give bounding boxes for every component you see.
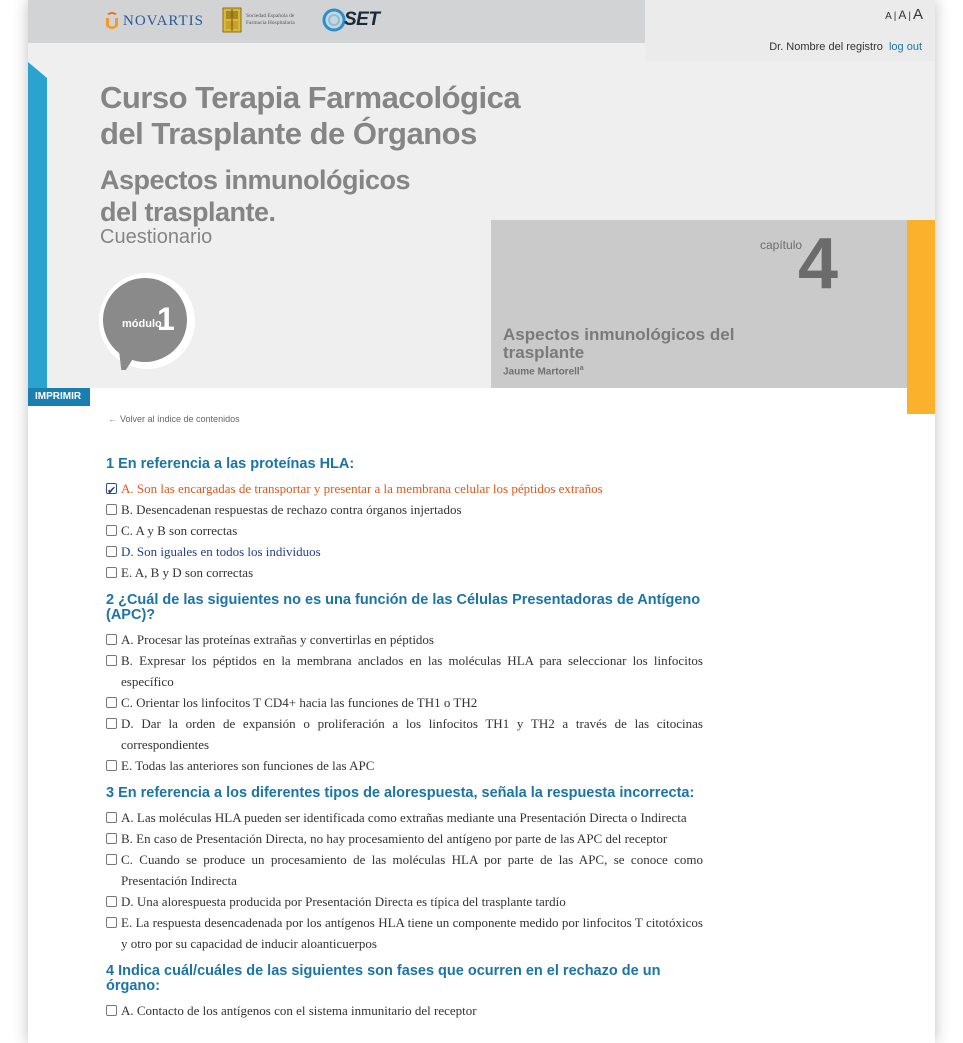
answer-text: C. A y B son correctas (121, 523, 238, 538)
orange-accent-stripe (907, 220, 935, 414)
answer-option[interactable] (106, 807, 703, 828)
font-size-control (885, 6, 923, 23)
answer-text: B. Expresar los péptidos en la membrana anclados en las moléculas HLA para seleccionar los linfocitos específico (121, 653, 703, 689)
answer-option[interactable] (106, 828, 703, 849)
module-number: 1 (157, 301, 175, 337)
question (106, 964, 703, 1021)
answer-text: A. Son las encargadas de transportar y presentar a la membrana celular los péptidos extraños (121, 481, 603, 496)
user-box (645, 0, 935, 61)
answer-option[interactable] (106, 629, 703, 650)
font-separator: | (908, 11, 911, 22)
user-name: Dr. Nombre del registro (769, 41, 883, 53)
question-title: 1 En referencia a las proteínas HLA: (106, 456, 355, 472)
answer-text: C. Cuando se produce un procesamiento de las moléculas HLA por parte de las APC, se conoce como Presentación Indirecta (121, 852, 703, 888)
answer-checkbox[interactable] (106, 760, 117, 771)
answer-option[interactable] (106, 755, 703, 776)
answer-option[interactable] (106, 499, 703, 520)
answer-text: D. Dar la orden de expansión o proliferación a los linfocitos TH1 y TH2 a través de las citocinas correspondientes (121, 716, 703, 752)
answer-checkbox[interactable] (106, 567, 117, 578)
answer-text: A. Procesar las proteínas extrañas y convertirlas en péptidos (121, 632, 434, 647)
question (106, 786, 703, 954)
logout-link[interactable]: log out (888, 41, 922, 53)
answer-checkbox[interactable] (106, 1005, 117, 1016)
answer-checkbox[interactable] (106, 483, 117, 494)
font-separator: | (893, 11, 897, 22)
font-medium-button[interactable]: A (898, 8, 907, 22)
answer-text: E. La respuesta desencadenada por los antígenos HLA tiene un componente medido por linfocitos T citotóxicos y otro por su capacidad de inducir aloanticuerpos (121, 915, 703, 951)
answer-checkbox[interactable] (106, 504, 117, 515)
answer-checkbox[interactable] (106, 718, 117, 729)
question (106, 457, 703, 583)
answer-option[interactable] (106, 541, 703, 562)
font-large-button[interactable]: A (912, 6, 923, 23)
font-small-button[interactable]: A (885, 11, 892, 22)
answer-text: B. Desencadenan respuestas de rechazo contra órganos injertados (121, 502, 462, 517)
answer-checkbox[interactable] (106, 812, 117, 823)
answer-option[interactable] (106, 912, 703, 954)
sefh-name: Sociedad Española de Farmacia Hospitalaria (246, 13, 295, 26)
answer-text: E. Todas las anteriores son funciones de las APC (121, 758, 375, 773)
answer-option[interactable] (106, 562, 703, 583)
module-badge (98, 272, 196, 370)
novartis-wordmark: NOVARTIS (123, 12, 205, 29)
question-title: 2 ¿Cuál de las siguientes no es una función de las Células Presentadoras de Antígeno (APC)? (106, 592, 701, 623)
set-wordmark: SET (344, 9, 380, 30)
back-arrow-icon: ← (108, 414, 117, 424)
answer-checkbox[interactable] (106, 655, 117, 666)
quiz (106, 457, 703, 1031)
chapter-label: capítulo (760, 238, 803, 252)
orange-accent-tip (907, 388, 935, 414)
chapter-author (503, 365, 584, 377)
sefh-crest-icon (222, 7, 242, 33)
answer-checkbox[interactable] (106, 854, 117, 865)
chapter-box (491, 220, 907, 388)
answer-text: C. Orientar los linfocitos T CD4+ hacia las funciones de TH1 o TH2 (121, 695, 478, 710)
novartis-logo (104, 10, 204, 32)
module-badge-icon (98, 272, 196, 370)
answer-text: A. Las moléculas HLA pueden ser identificada como extrañas mediante una Presentación Directa o Indirecta (121, 810, 687, 825)
answer-checkbox[interactable] (106, 896, 117, 907)
question-title: 4 Indica cuál/cuáles de las siguientes son fases que ocurren en el rechazo de un órgano: (106, 963, 661, 994)
blue-accent-stripe (28, 78, 47, 388)
novartis-flame-icon (104, 10, 120, 32)
section-title: Cuestionario (100, 226, 213, 248)
answer-text: B. En caso de Presentación Directa, no hay procesamiento del antígeno por parte de las APC del receptor (121, 831, 668, 846)
back-to-index-link[interactable] (108, 414, 240, 424)
answer-text: D. Una alorespuesta producida por Presentación Directa es típica del trasplante tardío (121, 894, 566, 909)
sefh-logo (222, 7, 308, 33)
question (106, 593, 703, 776)
answer-option[interactable] (106, 713, 703, 755)
answer-checkbox[interactable] (106, 697, 117, 708)
logo-bar (28, 0, 645, 43)
answer-checkbox[interactable] (106, 525, 117, 536)
answer-option[interactable] (106, 1000, 703, 1021)
chapter-number: 4 (798, 224, 839, 304)
course-title: Curso Terapia Farmacológica del Trasplante de Órganos (100, 80, 521, 151)
answer-checkbox[interactable] (106, 917, 117, 928)
answer-checkbox[interactable] (106, 833, 117, 844)
course-page (28, 0, 935, 1043)
answer-option[interactable] (106, 478, 703, 499)
set-logo (322, 8, 379, 32)
author-name: Jaume Martorell (503, 366, 580, 378)
question-title: 3 En referencia a los diferentes tipos de alorespuesta, señala la respuesta incorrecta: (106, 785, 695, 801)
answer-option[interactable] (106, 650, 703, 692)
chapter-title: Aspectos inmunológicos del trasplante (503, 325, 735, 362)
answer-option[interactable] (106, 891, 703, 912)
answer-text: A. Contacto de los antígenos con el sistema inmunitario del receptor (121, 1003, 477, 1018)
answer-checkbox[interactable] (106, 546, 117, 557)
lesson-subtitle: Aspectos inmunológicos del trasplante. (100, 165, 411, 227)
author-mark: a (579, 365, 584, 372)
answer-text: D. Son iguales en todos los individuos (121, 544, 321, 559)
user-line (769, 41, 922, 53)
print-button[interactable]: IMPRIMIR (28, 388, 90, 406)
answer-option[interactable] (106, 692, 703, 713)
module-label: módulo (122, 318, 162, 330)
answer-text: E. A, B y D son correctas (121, 565, 254, 580)
set-swirl-icon (322, 8, 346, 32)
answer-option[interactable] (106, 849, 703, 891)
answer-checkbox[interactable] (106, 634, 117, 645)
answer-option[interactable] (106, 520, 703, 541)
back-link-label: Volver al índice de contenidos (120, 414, 240, 424)
